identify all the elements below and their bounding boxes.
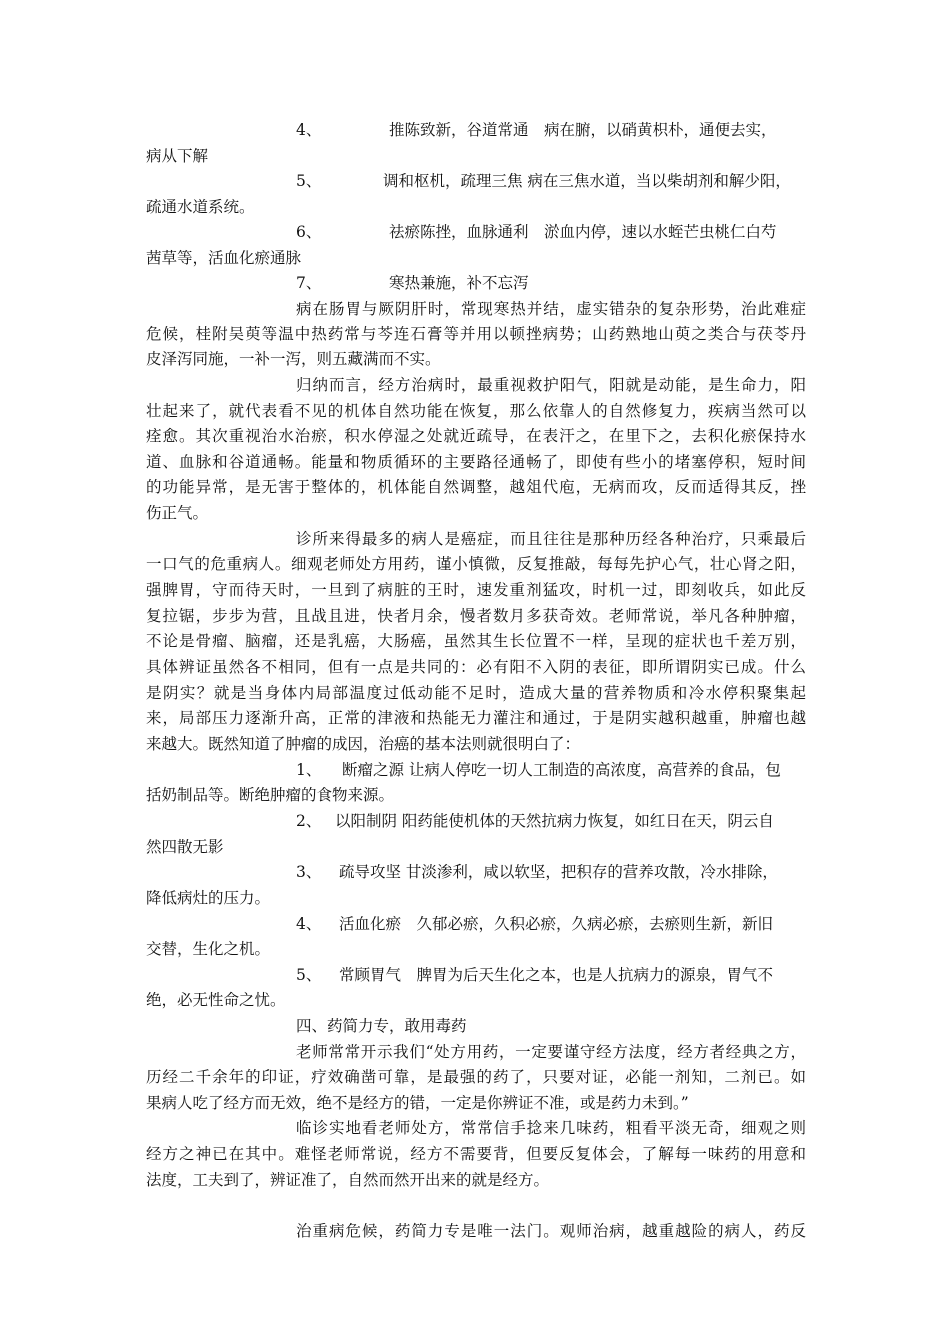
list-item [146,219,806,245]
paragraph-line: 治重病危候，药简力专是唯一法门。观师治病，越重越险的病人，药反 [296,1222,806,1240]
paragraph-line: 强脾胃，守而待天时，一旦到了病脏的王时，速发重剂猛攻，时机一过，即刻收兵，如此反 [146,581,806,599]
item-number: 6、 [296,223,322,241]
list-item [146,117,806,143]
text-line: 疏通水道系统。 [146,198,255,216]
list-item [146,757,806,783]
paragraph-line: 的功能异常，是无害于整体的，机体能自然调整，越俎代庖，无病而攻，反而适得其反，挫 [146,478,806,496]
item-number: 4、 [296,121,322,139]
paragraph-line: 不论是骨瘤、脑瘤，还是乳癌，大肠癌，虽然其生长位置不一样，呈现的症状也千差万别， [146,632,806,650]
paragraph-line: 一口气的危重病人。细观老师处方用药，谨小慎微，反复推敲，每每先护心气，壮心肾之阳， [146,555,806,573]
item-text: 疏导攻坚 甘淡渗利，咸以软坚，把积存的营养攻散，冷水排除， [339,863,778,881]
list-item [146,168,806,194]
paragraph-line: 临诊实地看老师处方，常常信手捻来几味药，粗看平淡无奇，细观之则 [296,1119,806,1137]
list-item [146,962,806,988]
list-item [146,911,806,937]
paragraph-line: 痊愈。其次重视治水治瘀，积水停湿之处就近疏导，在表汗之，在里下之，去积化瘀保持水 [146,427,806,445]
item-text: 推陈致新，谷道常通 病在腑，以硝黄枳朴，通便去实， [389,121,777,139]
paragraph-line: 果病人吃了经方而无效，绝不是经方的错，一定是你辨证不准，或是药力未到。” [146,1094,689,1112]
paragraph-line: 道、血脉和谷道通畅。能量和物质循环的主要路径通畅了，即使有些小的堵塞停积，短时间 [146,453,806,471]
item-number: 2、 [296,812,322,830]
item-number: 1、 [296,761,322,779]
text-line: 括奶制品等。断绝肿瘤的食物来源。 [146,786,395,804]
item-text: 寒热兼施，补不忘泻 [389,274,529,292]
paragraph-line: 病在肠胃与厥阴肝时，常现寒热并结，虚实错杂的复杂形势，治此难症 [296,300,806,318]
item-number: 4、 [296,915,322,933]
item-text: 调和枢机，疏理三焦 病在三焦水道，当以柴胡剂和解少阳， [383,172,791,190]
item-number: 3、 [296,863,322,881]
text-line: 交替，生化之机。 [146,940,271,958]
list-item [146,859,806,885]
item-text: 常顾胃气 脾胃为后天生化之本，也是人抗病力的源泉，胃气不 [339,966,774,984]
paragraph-line: 具体辨证虽然各不相同，但有一点是共同的：必有阳不入阴的表征，即所谓阴实已成。什么 [146,658,806,676]
paragraph-line: 归纳而言，经方治病时，最重视救护阳气，阳就是动能，是生命力，阳 [296,376,806,394]
text-line: 茜草等，活血化瘀通脉 [146,249,302,267]
paragraph-line: 历经二千余年的印证，疗效确凿可靠，是最强的药了，只要对证，必能一剂知，二剂已。如 [146,1068,806,1086]
paragraph-line: 伤正气。 [146,504,209,522]
paragraph-line: 经方之神已在其中。难怪老师常说，经方不需要背，但要反复体会，了解每一味药的用意和 [146,1145,806,1163]
paragraph-line: 危候，桂附吴萸等温中热药常与芩连石膏等并用以顿挫病势；山药熟地山萸之类合与茯苓丹 [146,325,806,343]
section-heading: 四、药简力专，敢用毒药 [296,1017,467,1035]
paragraph-line: 法度，工夫到了，辨证准了，自然而然开出来的就是经方。 [146,1171,550,1189]
paragraph-line: 复拉锯，步步为营，且战且进，快者月余，慢者数月多获奇效。老师常说，举凡各种肿瘤， [146,607,806,625]
list-item [146,808,806,834]
text-line: 然四散无影 [146,838,224,856]
item-text: 断瘤之源 让病人停吃一切人工制造的高浓度，高营养的食品，包 [342,761,781,779]
item-number: 5、 [296,172,322,190]
paragraph-line: 壮起来了，就代表看不见的机体自然功能在恢复，那么依靠人的自然修复力，疾病当然可以 [146,402,806,420]
text-line: 病从下解 [146,147,209,165]
text-line: 降低病灶的压力。 [146,889,271,907]
item-text: 活血化瘀 久郁必瘀，久积必瘀，久病必瘀，去瘀则生新，新旧 [339,915,774,933]
paragraph-line: 老师常常开示我们“处方用药，一定要谨守经方法度，经方者经典之方， [296,1043,806,1061]
item-text: 祛瘀陈挫，血脉通利 淤血内停，速以水蛭芒虫桃仁白芍 [389,223,777,241]
paragraph-line: 皮泽泻同施，一补一泻，则五藏满而不实。 [146,350,441,368]
paragraph-line: 是阴实？就是当身体内局部温度过低动能不足时，造成大量的营养物质和冷水停积聚集起 [146,684,806,702]
text-line: 绝，必无性命之忧。 [146,991,286,1009]
paragraph-line: 来越大。既然知道了肿瘤的成因，治癌的基本法则就很明白了： [146,735,581,753]
item-number: 7、 [296,274,322,292]
list-item [146,270,806,296]
paragraph-line: 诊所来得最多的病人是癌症，而且往往是那种历经各种治疗，只乘最后 [296,530,806,548]
item-text: 以阳制阴 阳药能使机体的天然抗病力恢复，如红日在天，阴云自 [335,812,774,830]
item-number: 5、 [296,966,322,984]
paragraph-line: 来，局部压力逐渐升高，正常的津液和热能无力灌注和通过，于是阴实越积越重，肿瘤也越 [146,709,806,727]
